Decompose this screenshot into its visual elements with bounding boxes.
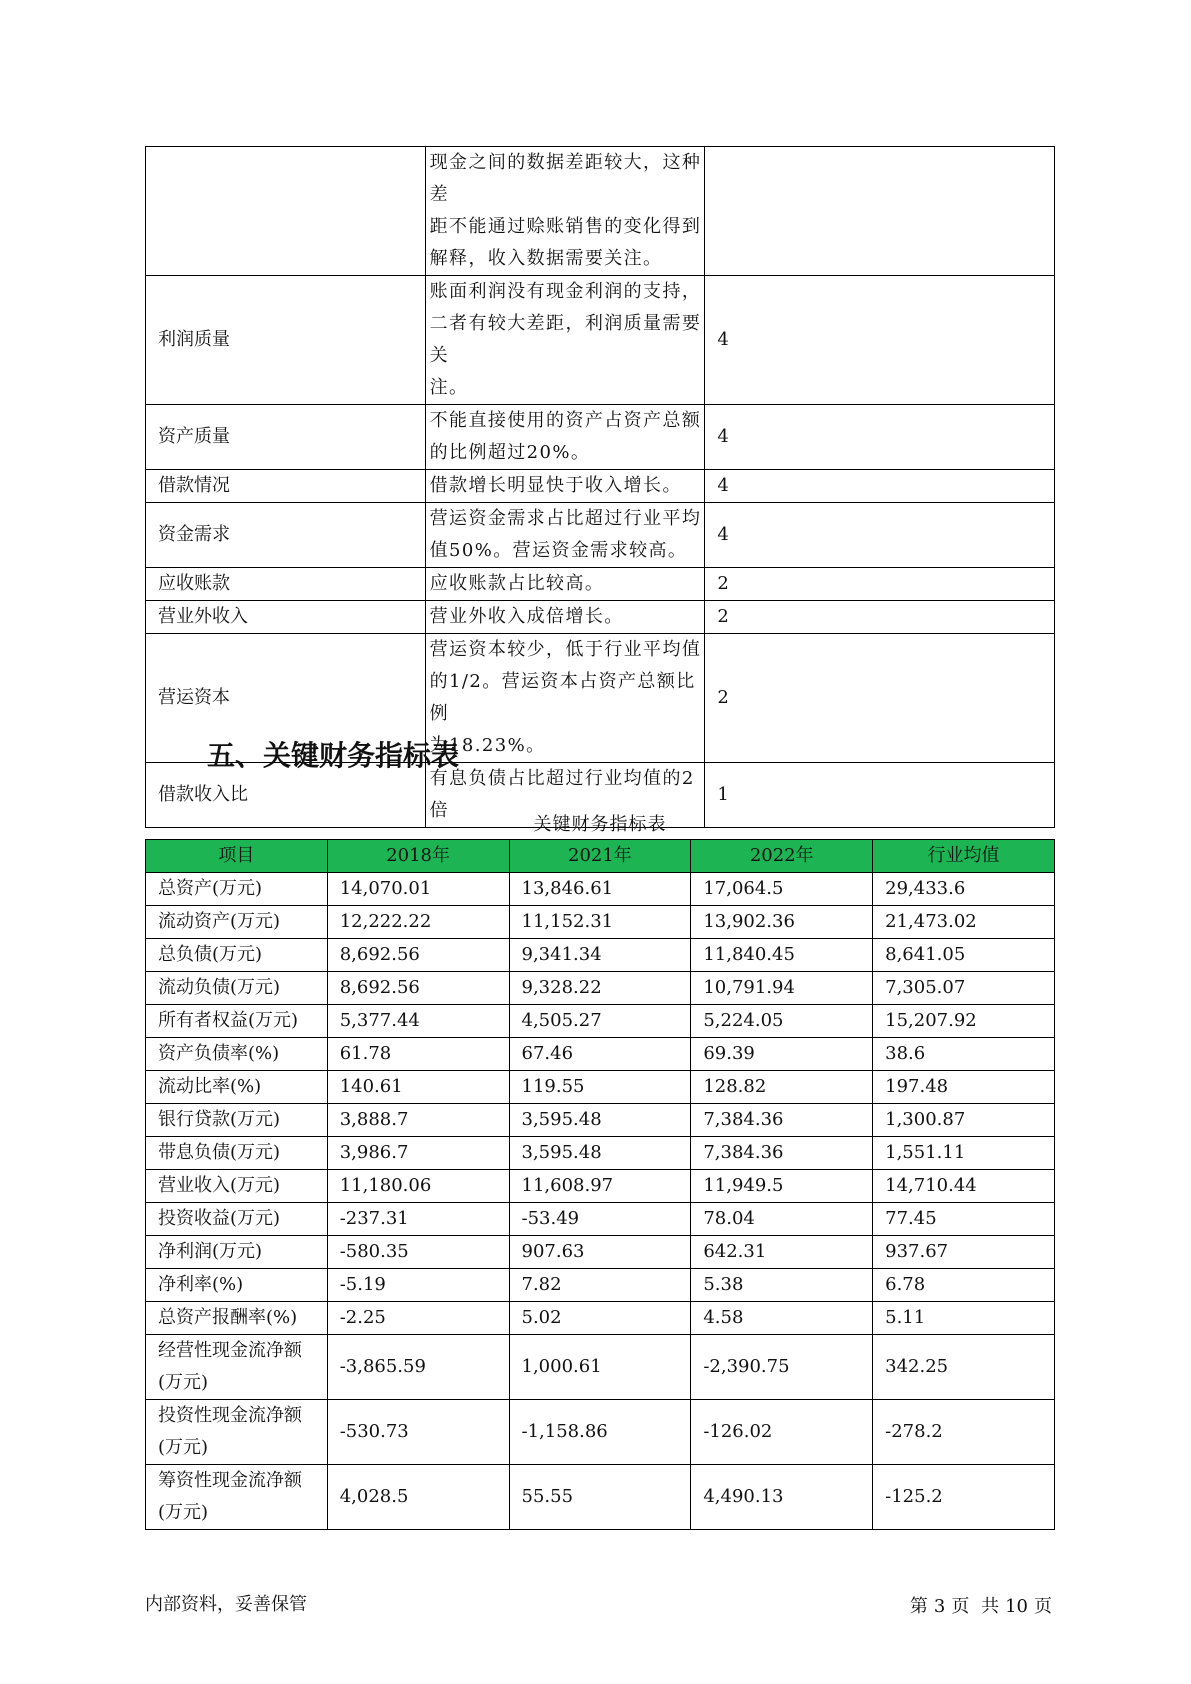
kpi-value: 11,949.5 bbox=[691, 1170, 873, 1203]
risk-score bbox=[705, 147, 1055, 276]
kpi-row bbox=[146, 906, 1055, 939]
kpi-value: 4,028.5 bbox=[327, 1465, 509, 1530]
risk-description-line: 现金之间的数据差距较大，这种差 bbox=[429, 152, 702, 205]
kpi-metric-label-line: 投资收益(万元) bbox=[158, 1208, 281, 1229]
page-mid: 页 bbox=[951, 1596, 970, 1617]
kpi-value: 11,152.31 bbox=[509, 906, 691, 939]
kpi-value: 14,070.01 bbox=[327, 873, 509, 906]
kpi-metric-label-line: 资产负债率(%) bbox=[158, 1043, 280, 1064]
kpi-value: 4.58 bbox=[691, 1302, 873, 1335]
kpi-metric-label bbox=[146, 1071, 328, 1104]
risk-row bbox=[146, 405, 1055, 470]
kpi-value: -5.19 bbox=[327, 1269, 509, 1302]
kpi-value: 7,384.36 bbox=[691, 1104, 873, 1137]
risk-description-line: 解释，收入数据需要关注。 bbox=[429, 248, 663, 269]
kpi-value: 21,473.02 bbox=[873, 906, 1055, 939]
kpi-value: 13,902.36 bbox=[691, 906, 873, 939]
kpi-metric-label-line: 总负债(万元) bbox=[158, 944, 263, 965]
kpi-header-industry-avg: 行业均值 bbox=[873, 840, 1055, 873]
risk-row bbox=[146, 470, 1055, 503]
risk-description bbox=[425, 634, 705, 763]
kpi-value: 197.48 bbox=[873, 1071, 1055, 1104]
risk-score: 1 bbox=[705, 763, 1055, 828]
footer-confidential-note: 内部资料，妥善保管 bbox=[145, 1594, 307, 1615]
kpi-row bbox=[146, 873, 1055, 906]
kpi-value: -580.35 bbox=[327, 1236, 509, 1269]
kpi-row bbox=[146, 972, 1055, 1005]
risk-description-line: 的1/2。营运资本占资产总额比例 bbox=[429, 671, 696, 724]
risk-description bbox=[425, 470, 705, 503]
risk-description bbox=[425, 276, 705, 405]
kpi-value: 8,692.56 bbox=[327, 972, 509, 1005]
kpi-value: 15,207.92 bbox=[873, 1005, 1055, 1038]
risk-description-line: 营运资本较少，低于行业平均值 bbox=[429, 639, 702, 660]
kpi-metric-label-line: 总资产报酬率(%) bbox=[158, 1307, 298, 1328]
kpi-metric-label bbox=[146, 1038, 328, 1071]
kpi-value: 1,000.61 bbox=[509, 1335, 691, 1400]
kpi-header-2022: 2022年 bbox=[691, 840, 873, 873]
kpi-metric-label bbox=[146, 906, 328, 939]
kpi-value: 67.46 bbox=[509, 1038, 691, 1071]
kpi-value: -237.31 bbox=[327, 1203, 509, 1236]
kpi-value: 3,595.48 bbox=[509, 1104, 691, 1137]
kpi-metric-label bbox=[146, 873, 328, 906]
kpi-value: 5.02 bbox=[509, 1302, 691, 1335]
kpi-row bbox=[146, 1104, 1055, 1137]
kpi-value: 11,608.97 bbox=[509, 1170, 691, 1203]
kpi-value: -53.49 bbox=[509, 1203, 691, 1236]
kpi-value: -530.73 bbox=[327, 1400, 509, 1465]
page-suffix: 页 bbox=[1034, 1596, 1052, 1617]
risk-row bbox=[146, 601, 1055, 634]
risk-description-line: 二者有较大差距，利润质量需要关 bbox=[429, 313, 702, 366]
kpi-metric-label bbox=[146, 1465, 328, 1530]
kpi-value: 4,490.13 bbox=[691, 1465, 873, 1530]
kpi-metric-label-line: 筹资性现金流净额 bbox=[158, 1470, 302, 1491]
risk-row bbox=[146, 503, 1055, 568]
risk-description-line: 有息负债占比超过行业均值的2倍 bbox=[429, 768, 695, 821]
kpi-metric-label-line: (万元) bbox=[158, 1372, 209, 1393]
risk-row bbox=[146, 568, 1055, 601]
kpi-value: -2.25 bbox=[327, 1302, 509, 1335]
kpi-value: 78.04 bbox=[691, 1203, 873, 1236]
kpi-row bbox=[146, 1005, 1055, 1038]
kpi-value: 907.63 bbox=[509, 1236, 691, 1269]
kpi-metric-label bbox=[146, 1400, 328, 1465]
page-prefix: 第 bbox=[909, 1596, 928, 1617]
kpi-metric-label bbox=[146, 1269, 328, 1302]
kpi-value: 3,888.7 bbox=[327, 1104, 509, 1137]
kpi-value: 3,986.7 bbox=[327, 1137, 509, 1170]
kpi-value: -125.2 bbox=[873, 1465, 1055, 1530]
kpi-value: 8,692.56 bbox=[327, 939, 509, 972]
kpi-value: -278.2 bbox=[873, 1400, 1055, 1465]
kpi-row bbox=[146, 1203, 1055, 1236]
kpi-metric-label bbox=[146, 972, 328, 1005]
section-title: 五、关键财务指标表 bbox=[207, 739, 460, 772]
kpi-value: 642.31 bbox=[691, 1236, 873, 1269]
risk-item: 借款情况 bbox=[146, 470, 426, 503]
page-total-prefix: 共 bbox=[981, 1596, 1000, 1617]
risk-table-body bbox=[146, 147, 1055, 828]
risk-row bbox=[146, 147, 1055, 276]
kpi-row bbox=[146, 1137, 1055, 1170]
kpi-metric-label-line: 所有者权益(万元) bbox=[158, 1010, 299, 1031]
kpi-value: 77.45 bbox=[873, 1203, 1055, 1236]
kpi-value: 5.38 bbox=[691, 1269, 873, 1302]
kpi-row bbox=[146, 1335, 1055, 1400]
risk-description bbox=[425, 503, 705, 568]
kpi-row bbox=[146, 939, 1055, 972]
footer-page-number bbox=[907, 1592, 1055, 1618]
kpi-value: -3,865.59 bbox=[327, 1335, 509, 1400]
kpi-value: 7.82 bbox=[509, 1269, 691, 1302]
kpi-value: 119.55 bbox=[509, 1071, 691, 1104]
kpi-metric-label bbox=[146, 1170, 328, 1203]
kpi-row bbox=[146, 1269, 1055, 1302]
kpi-metric-label bbox=[146, 1236, 328, 1269]
kpi-table bbox=[145, 839, 1055, 1530]
kpi-row bbox=[146, 1236, 1055, 1269]
kpi-table-header bbox=[146, 840, 1055, 873]
kpi-value: 140.61 bbox=[327, 1071, 509, 1104]
kpi-value: 5.11 bbox=[873, 1302, 1055, 1335]
risk-description bbox=[425, 601, 705, 634]
kpi-row bbox=[146, 1302, 1055, 1335]
kpi-value: 11,840.45 bbox=[691, 939, 873, 972]
kpi-metric-label-line: 总资产(万元) bbox=[158, 878, 263, 899]
kpi-value: 7,384.36 bbox=[691, 1137, 873, 1170]
kpi-metric-label-line: 流动负债(万元) bbox=[158, 977, 281, 998]
kpi-header-row bbox=[146, 840, 1055, 873]
table-caption: 关键财务指标表 bbox=[533, 814, 667, 835]
risk-score: 2 bbox=[705, 601, 1055, 634]
risk-item: 应收账款 bbox=[146, 568, 426, 601]
kpi-metric-label-line: 经营性现金流净额 bbox=[158, 1340, 302, 1361]
risk-description-line: 注。 bbox=[429, 377, 469, 398]
risk-assessment-table bbox=[145, 146, 1055, 828]
risk-item: 营业外收入 bbox=[146, 601, 426, 634]
page-total: 10 bbox=[1005, 1596, 1028, 1617]
kpi-metric-label-line: 净利润(万元) bbox=[158, 1241, 263, 1262]
risk-score: 4 bbox=[705, 405, 1055, 470]
risk-item: 资金需求 bbox=[146, 503, 426, 568]
kpi-value: 1,300.87 bbox=[873, 1104, 1055, 1137]
risk-item bbox=[146, 147, 426, 276]
kpi-metric-label-line: (万元) bbox=[158, 1502, 209, 1523]
kpi-metric-label bbox=[146, 1335, 328, 1400]
risk-item: 借款收入比 bbox=[146, 763, 426, 828]
risk-row bbox=[146, 276, 1055, 405]
kpi-value: 6.78 bbox=[873, 1269, 1055, 1302]
kpi-row bbox=[146, 1170, 1055, 1203]
kpi-value: 128.82 bbox=[691, 1071, 873, 1104]
risk-description bbox=[425, 147, 705, 276]
kpi-value: 61.78 bbox=[327, 1038, 509, 1071]
kpi-value: 937.67 bbox=[873, 1236, 1055, 1269]
kpi-row bbox=[146, 1071, 1055, 1104]
kpi-metric-label-line: 银行贷款(万元) bbox=[158, 1109, 281, 1130]
kpi-metric-label bbox=[146, 939, 328, 972]
risk-description bbox=[425, 405, 705, 470]
risk-description bbox=[425, 568, 705, 601]
kpi-value: 17,064.5 bbox=[691, 873, 873, 906]
kpi-value: 9,328.22 bbox=[509, 972, 691, 1005]
kpi-metric-label-line: 带息负债(万元) bbox=[158, 1142, 281, 1163]
risk-item: 营运资本 bbox=[146, 634, 426, 763]
kpi-value: 5,224.05 bbox=[691, 1005, 873, 1038]
risk-description-line: 距不能通过赊账销售的变化得到 bbox=[429, 216, 702, 237]
kpi-metric-label bbox=[146, 1302, 328, 1335]
kpi-metric-label-line: 营业收入(万元) bbox=[158, 1175, 281, 1196]
kpi-table-body bbox=[146, 873, 1055, 1530]
risk-score: 2 bbox=[705, 634, 1055, 763]
risk-item: 资产质量 bbox=[146, 405, 426, 470]
kpi-metric-label-line: 投资性现金流净额 bbox=[158, 1405, 302, 1426]
risk-description-line: 的比例超过20%。 bbox=[429, 442, 591, 463]
risk-description-line: 营运资金需求占比超过行业平均 bbox=[429, 508, 702, 529]
kpi-metric-label bbox=[146, 1005, 328, 1038]
risk-description-line: 值50%。营运资金需求较高。 bbox=[429, 540, 688, 561]
kpi-value: 69.39 bbox=[691, 1038, 873, 1071]
risk-description-line: 账面利润没有现金利润的支持， bbox=[429, 281, 702, 302]
kpi-value: 55.55 bbox=[509, 1465, 691, 1530]
risk-description-line: 营业外收入成倍增长。 bbox=[429, 606, 624, 627]
kpi-value: 13,846.61 bbox=[509, 873, 691, 906]
kpi-header-2018: 2018年 bbox=[327, 840, 509, 873]
kpi-row bbox=[146, 1465, 1055, 1530]
risk-description-line: 应收账款占比较高。 bbox=[429, 573, 605, 594]
kpi-row bbox=[146, 1038, 1055, 1071]
kpi-value: 12,222.22 bbox=[327, 906, 509, 939]
kpi-header-item: 项目 bbox=[146, 840, 328, 873]
kpi-metric-label-line: (万元) bbox=[158, 1437, 209, 1458]
kpi-value: 10,791.94 bbox=[691, 972, 873, 1005]
kpi-value: 38.6 bbox=[873, 1038, 1055, 1071]
kpi-value: 29,433.6 bbox=[873, 873, 1055, 906]
kpi-metric-label bbox=[146, 1203, 328, 1236]
risk-description-line: 不能直接使用的资产占资产总额 bbox=[429, 410, 702, 431]
risk-description-line: 借款增长明显快于收入增长。 bbox=[429, 475, 682, 496]
kpi-value: 8,641.05 bbox=[873, 939, 1055, 972]
risk-description-line: 为18.23%。 bbox=[429, 735, 546, 756]
kpi-value: 3,595.48 bbox=[509, 1137, 691, 1170]
kpi-metric-label bbox=[146, 1137, 328, 1170]
risk-score: 2 bbox=[705, 568, 1055, 601]
risk-score: 4 bbox=[705, 276, 1055, 405]
kpi-value: -126.02 bbox=[691, 1400, 873, 1465]
kpi-value: 14,710.44 bbox=[873, 1170, 1055, 1203]
kpi-value: -1,158.86 bbox=[509, 1400, 691, 1465]
kpi-value: 11,180.06 bbox=[327, 1170, 509, 1203]
kpi-metric-label-line: 流动资产(万元) bbox=[158, 911, 281, 932]
kpi-value: 7,305.07 bbox=[873, 972, 1055, 1005]
kpi-metric-label-line: 流动比率(%) bbox=[158, 1076, 262, 1097]
risk-score: 4 bbox=[705, 470, 1055, 503]
risk-item: 利润质量 bbox=[146, 276, 426, 405]
kpi-value: 5,377.44 bbox=[327, 1005, 509, 1038]
page-current: 3 bbox=[933, 1596, 946, 1617]
kpi-metric-label-line: 净利率(%) bbox=[158, 1274, 244, 1295]
kpi-value: 342.25 bbox=[873, 1335, 1055, 1400]
risk-score: 4 bbox=[705, 503, 1055, 568]
kpi-row bbox=[146, 1400, 1055, 1465]
kpi-value: -2,390.75 bbox=[691, 1335, 873, 1400]
kpi-value: 4,505.27 bbox=[509, 1005, 691, 1038]
kpi-value: 9,341.34 bbox=[509, 939, 691, 972]
kpi-header-2021: 2021年 bbox=[509, 840, 691, 873]
kpi-metric-label bbox=[146, 1104, 328, 1137]
kpi-value: 1,551.11 bbox=[873, 1137, 1055, 1170]
